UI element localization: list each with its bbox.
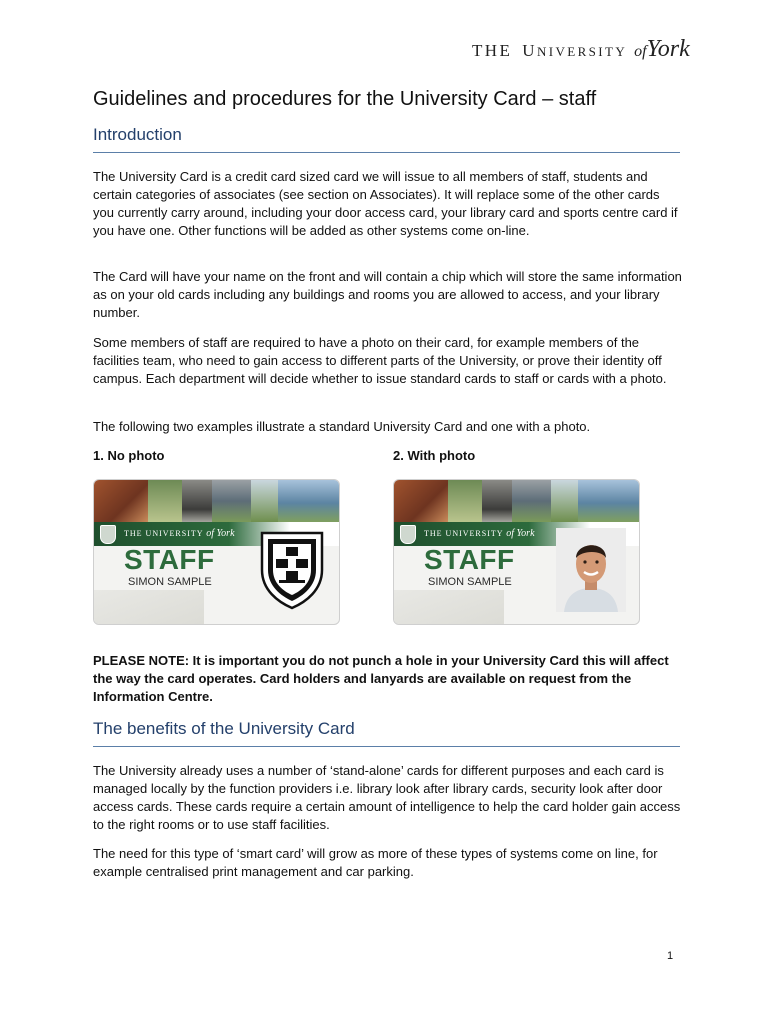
example-label-no-photo: 1. No photo: [93, 448, 165, 463]
document-title: Guidelines and procedures for the University Card – staff: [93, 88, 597, 110]
benefits-heading: The benefits of the University Card: [93, 719, 680, 747]
campus-photo-strip: [94, 480, 339, 522]
university-logo: THE UNIVERSITY ofYork: [472, 36, 690, 62]
card-staff-label: STAFF: [124, 544, 215, 575]
person-photo-icon: [556, 528, 626, 612]
university-crest-icon: [259, 530, 325, 610]
card-watermark: [94, 590, 204, 624]
card-holder-name: SIMON SAMPLE: [428, 576, 512, 588]
benefits-paragraph-1: The University already uses a number of ‘stand-alone’ cards for different purposes and each card is managed locally by the function providers i.e. library look after library cards, security look after door access cards. These cards require a certain amount of intelligence to help the card holder gain access to the right rooms or to use staff facilities.: [93, 763, 681, 832]
card-holder-name: SIMON SAMPLE: [128, 576, 212, 588]
holder-portrait-photo: [556, 528, 626, 612]
university-card-no-photo: [93, 479, 340, 625]
please-note-paragraph: PLEASE NOTE: It is important you do not punch a hole in your University Card this will affect the way the card operates. Card holders and lanyards are available on request from the Information Centre.: [93, 653, 669, 704]
benefits-paragraph-2: The need for this type of ‘smart card’ will grow as more of these types of systems come on line, for example centralised print management and car parking.: [93, 846, 658, 879]
card-logo-text: THE UNIVERSITY of York: [124, 528, 235, 539]
intro-paragraph-1: The University Card is a credit card sized card we will issue to all members of staff, students and certain categories of associates (see section on Associates). It will replace some of the other cards you currently carry around, including your door access card, your library card and sports centre card if you have one. Other functions will be added as other systems come on-line.: [93, 169, 678, 238]
page-number: 1: [667, 950, 674, 962]
campus-photo-strip: [394, 480, 639, 522]
card-staff-label: STAFF: [424, 544, 515, 575]
mini-shield-icon: [100, 525, 116, 544]
intro-paragraph-4: The following two examples illustrate a standard University Card and one with a photo.: [93, 419, 591, 434]
example-label-with-photo: 2. With photo: [393, 448, 476, 463]
university-card-with-photo: [393, 479, 640, 625]
card-logo-text: THE UNIVERSITY of York: [424, 528, 535, 539]
mini-shield-icon: [400, 525, 416, 544]
card-watermark: [394, 590, 504, 624]
introduction-heading: Introduction: [93, 125, 680, 153]
intro-paragraph-3: Some members of staff are required to have a photo on their card, for example members of the facilities team, who need to gain access to different parts of the University, or prove their identity off campus. Each department will decide whether to issue standard cards to staff or cards with a photo.: [93, 335, 667, 386]
intro-paragraph-2: The Card will have your name on the front and will contain a chip which will store the same information as on your old cards including any buildings and rooms you are allowed to access, and your library number.: [93, 269, 682, 320]
